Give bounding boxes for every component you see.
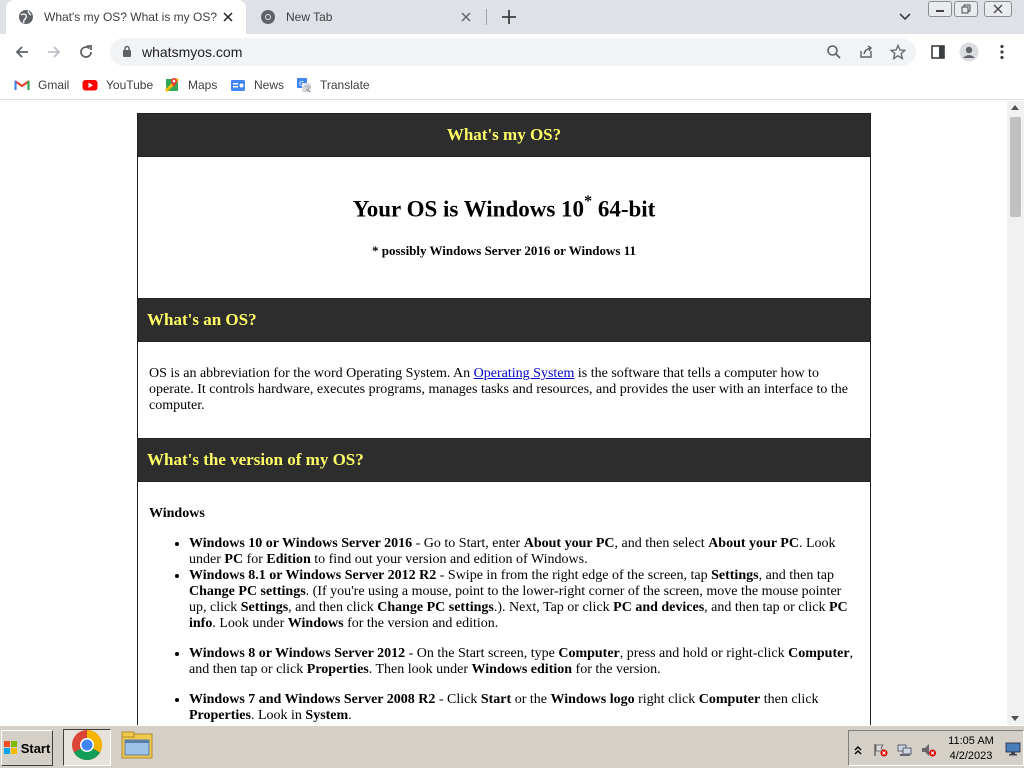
item-bold: Windows logo bbox=[550, 692, 635, 707]
item-title: Windows 10 or Windows Server 2016 bbox=[189, 536, 413, 551]
item-text: , and then tap or click bbox=[189, 646, 854, 677]
version-section bbox=[138, 481, 870, 725]
item-bold: PC and devices bbox=[613, 600, 705, 615]
close-window-button[interactable] bbox=[984, 1, 1012, 17]
item-bold: Computer bbox=[788, 646, 850, 661]
item-text: - Go to Start, enter bbox=[412, 536, 524, 551]
system-clock[interactable] bbox=[945, 734, 997, 764]
tab-title: New Tab bbox=[286, 10, 333, 24]
url-text: whatsmyos.com bbox=[142, 44, 243, 60]
bookmarks-bar bbox=[0, 70, 1024, 100]
os-result-title bbox=[138, 157, 870, 223]
bookmark-translate[interactable] bbox=[296, 76, 370, 94]
item-bold: About your PC bbox=[523, 536, 615, 551]
section-heading-what-is-os: What's an OS? bbox=[138, 299, 870, 341]
bookmark-star-icon[interactable] bbox=[890, 44, 906, 60]
os-result-note: * possibly Windows Server 2016 or Windows 11 bbox=[371, 242, 637, 258]
menu-kebab-icon[interactable] bbox=[992, 42, 1012, 62]
item-text: or the bbox=[511, 692, 551, 707]
item-text: . bbox=[348, 708, 352, 723]
list-item bbox=[189, 568, 859, 632]
page-viewport[interactable] bbox=[0, 101, 1024, 725]
item-text: . Look under bbox=[212, 616, 288, 631]
item-text: . (If you're using a mouse, point to the lower-right corner of the screen, move the mouse pointer up, click bbox=[189, 584, 842, 615]
share-icon[interactable] bbox=[858, 44, 874, 60]
tab-title: What's my OS? What is my OS? bbox=[44, 10, 217, 24]
reload-button[interactable] bbox=[73, 39, 99, 65]
item-text: . Then look under bbox=[368, 662, 472, 677]
version-list bbox=[189, 536, 859, 724]
action-center-flag-icon[interactable] bbox=[873, 743, 889, 757]
scrollbar-thumb[interactable] bbox=[1010, 117, 1021, 217]
list-item bbox=[189, 536, 859, 568]
svg-text:G: G bbox=[299, 80, 305, 88]
tab-search-button[interactable] bbox=[896, 8, 914, 26]
os-result-suffix: 64-bit bbox=[592, 196, 656, 222]
close-tab-icon[interactable] bbox=[458, 9, 474, 25]
system-tray bbox=[848, 730, 1024, 766]
os-result-box bbox=[138, 156, 870, 299]
item-text: to find out your version and edition of Windows. bbox=[310, 552, 588, 567]
network-icon[interactable] bbox=[897, 743, 913, 757]
item-text: - Swipe in from the right edge of the screen, tap bbox=[436, 568, 712, 583]
item-text: , and then tap bbox=[758, 568, 834, 583]
item-text: . Look in bbox=[250, 708, 306, 723]
item-text: for bbox=[243, 552, 267, 567]
side-panel-icon[interactable] bbox=[928, 42, 948, 62]
news-icon bbox=[230, 77, 246, 93]
bookmark-label: Maps bbox=[188, 78, 218, 92]
item-bold: PC bbox=[224, 552, 244, 567]
item-bold: Start bbox=[480, 692, 512, 707]
bookmark-news[interactable] bbox=[230, 76, 284, 94]
tab-new-tab[interactable] bbox=[248, 0, 484, 34]
item-text: . Look under bbox=[189, 536, 836, 567]
item-text: , press and hold or right-click bbox=[619, 646, 789, 661]
item-text: , and then click bbox=[288, 600, 378, 615]
about-text: OS is an abbreviation for the word Operating System. An bbox=[149, 366, 474, 381]
bookmark-youtube[interactable] bbox=[82, 76, 153, 94]
os-result-prefix: Your OS is Windows 10 bbox=[352, 196, 585, 222]
gmail-icon bbox=[14, 77, 30, 93]
scroll-down-arrow-icon[interactable] bbox=[1011, 716, 1019, 721]
profile-avatar-icon[interactable] bbox=[959, 42, 979, 62]
item-text: .). Next, Tap or click bbox=[493, 600, 614, 615]
forward-button[interactable] bbox=[41, 39, 67, 65]
item-text: then click bbox=[760, 692, 819, 707]
item-bold: Properties bbox=[189, 708, 251, 723]
translate-icon bbox=[296, 77, 312, 93]
search-icon[interactable] bbox=[826, 44, 842, 60]
chrome-icon bbox=[71, 729, 103, 766]
item-bold: Settings bbox=[240, 600, 289, 615]
close-tab-icon[interactable] bbox=[220, 9, 236, 25]
item-text: for the version. bbox=[572, 662, 661, 677]
clock-time: 11:05 AM bbox=[948, 735, 994, 747]
taskbar bbox=[0, 725, 1024, 768]
show-desktop-monitor-icon[interactable] bbox=[1005, 742, 1021, 756]
address-bar[interactable] bbox=[110, 38, 916, 66]
item-bold: Windows bbox=[287, 616, 344, 631]
item-bold: Edition bbox=[266, 552, 311, 567]
item-text: for the version and edition. bbox=[343, 616, 499, 631]
item-text: - On the Start screen, type bbox=[405, 646, 559, 661]
item-bold: About your PC bbox=[708, 536, 799, 551]
start-label: Start bbox=[20, 740, 51, 756]
item-bold: Computer bbox=[698, 692, 761, 707]
minimize-button[interactable] bbox=[928, 1, 952, 17]
maps-icon bbox=[164, 77, 180, 93]
item-bold: Computer bbox=[558, 646, 620, 661]
item-text: right click bbox=[634, 692, 699, 707]
page-content bbox=[137, 113, 871, 725]
bookmark-gmail[interactable] bbox=[14, 76, 69, 94]
site-header: What's my OS? bbox=[138, 114, 870, 156]
tab-separator bbox=[486, 9, 487, 25]
item-bold: Change PC settings bbox=[189, 584, 306, 599]
back-button[interactable] bbox=[9, 39, 35, 65]
taskbar-app-explorer[interactable] bbox=[113, 729, 161, 766]
scroll-up-arrow-icon[interactable] bbox=[1011, 105, 1019, 110]
lock-icon[interactable] bbox=[122, 45, 132, 63]
item-bold: Change PC settings bbox=[377, 600, 494, 615]
item-text: , and then select bbox=[614, 536, 709, 551]
tab-whatsmyos[interactable] bbox=[6, 0, 246, 34]
item-bold: Settings bbox=[711, 568, 759, 583]
bookmark-label: YouTube bbox=[106, 78, 154, 92]
list-item bbox=[189, 692, 859, 724]
item-title: Windows 7 and Windows Server 2008 R2 bbox=[189, 692, 436, 707]
clock-date: 4/2/2023 bbox=[949, 750, 993, 762]
show-hidden-icons-chevron-icon[interactable] bbox=[853, 743, 869, 757]
tab-strip bbox=[0, 0, 1024, 34]
about-text: is the software that tells a computer how to operate. It controls hardware, executes programs, manages tasks and resources, and provides the user with an interface to the computer. bbox=[149, 366, 848, 413]
new-tab-button[interactable] bbox=[498, 6, 520, 28]
item-text: , and then tap or click bbox=[704, 600, 829, 615]
about-os-paragraph bbox=[138, 341, 870, 439]
item-bold: Properties bbox=[306, 662, 369, 677]
windows-logo-icon bbox=[4, 741, 18, 755]
bookmark-label: Gmail bbox=[38, 78, 70, 92]
taskbar-app-chrome[interactable] bbox=[63, 729, 111, 766]
item-text: - Click bbox=[435, 692, 481, 707]
operating-system-link[interactable]: Operating System bbox=[473, 366, 575, 381]
list-item bbox=[189, 646, 859, 678]
item-bold: System bbox=[305, 708, 349, 723]
restore-button[interactable] bbox=[954, 1, 978, 17]
start-button[interactable] bbox=[1, 730, 53, 766]
globe-icon bbox=[18, 9, 34, 25]
file-explorer-icon bbox=[120, 730, 154, 765]
item-bold: Windows edition bbox=[471, 662, 573, 677]
browser-toolbar bbox=[0, 34, 1024, 70]
chrome-icon bbox=[260, 9, 276, 25]
item-bold: PC info bbox=[189, 600, 848, 631]
item-title: Windows 8.1 or Windows Server 2012 R2 bbox=[189, 568, 437, 583]
bookmark-label: News bbox=[254, 78, 285, 92]
os-result-asterisk: * bbox=[584, 193, 593, 210]
youtube-icon bbox=[82, 77, 98, 93]
bookmark-maps[interactable] bbox=[164, 76, 217, 94]
page-scrollbar[interactable] bbox=[1007, 101, 1024, 725]
platform-heading: Windows bbox=[149, 506, 205, 521]
item-title: Windows 8 or Windows Server 2012 bbox=[189, 646, 406, 661]
volume-muted-icon[interactable] bbox=[921, 743, 937, 757]
svg-text:文: 文 bbox=[304, 85, 311, 93]
section-heading-version: What's the version of my OS? bbox=[138, 439, 870, 481]
bookmark-label: Translate bbox=[320, 78, 370, 92]
